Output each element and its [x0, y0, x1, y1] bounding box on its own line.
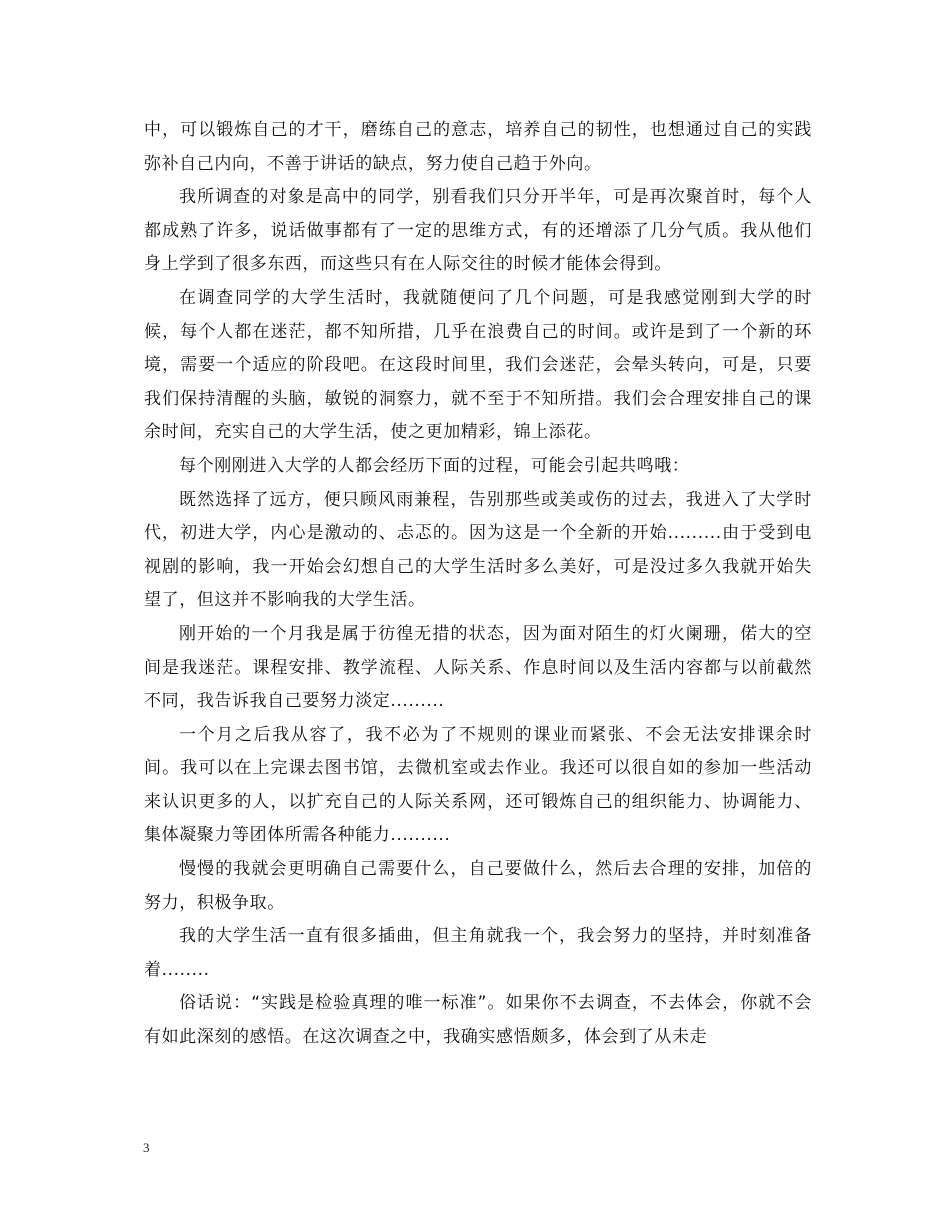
paragraph-10: 俗话说：“实践是检验真理的唯一标准”。如果你不去调查，不去体会，你就不会有如此深刻的感悟。在这次调查之中，我确实感悟颇多，体会到了从未走: [144, 993, 812, 1048]
paragraph-7: 一个月之后我从容了，我不必为了不规则的课业而紧张、不会无法安排课余时间。我可以在上完课去图书馆，去微机室或去作业。我还可以很自如的参加一些活动来认识更多的人，以扩充自己的人际关系网，还可锻炼自己的组织能力、协调能力、集体凝聚力等团体所需各种能力..........: [144, 724, 812, 846]
body-text: [144, 114, 812, 1055]
paragraph-1: 中，可以锻炼自己的才干，磨练自己的意志，培养自己的韧性，也想通过自己的实践弥补自己内向，不善于讲话的缺点，努力使自己趋于外向。: [144, 120, 812, 174]
paragraph-9: 我的大学生活一直有很多插曲，但主角就我一个，我会努力的坚持，并时刻准备着........: [144, 926, 812, 980]
paragraph-4: 每个刚刚进入大学的人都会经历下面的过程，可能会引起共鸣哦：: [179, 455, 690, 476]
paragraph-6: 刚开始的一个月我是属于彷徨无措的状态，因为面对陌生的灯火阑珊，偌大的空间是我迷茫。课程安排、教学流程、人际关系、作息时间以及生活内容都与以前截然不同，我告诉我自己要努力淡定.........: [144, 623, 812, 712]
paragraph-3: 在调查同学的大学生活时，我就随便问了几个问题，可是我感觉刚到大学的时候，每个人都在迷茫，都不知所措，几乎在浪费自己的时间。或许是到了一个新的环境，需要一个适应的阶段吧。在这段时间里，我们会迷茫，会晕头转向，可是，只要我们保持清醒的头脑，敏锐的洞察力，就不至于不知所措。我们会合理安排自己的课余时间，充实自己的大学生活，使之更加精彩，锦上添花。: [144, 287, 812, 443]
paragraph-2: 我所调查的对象是高中的同学，别看我们只分开半年，可是再次聚首时，每个人都成熟了许多，说话做事都有了一定的思维方式，有的还增添了几分气质。我从他们身上学到了很多东西，而这些只有在人际交往的时候才能体会得到。: [144, 187, 812, 275]
page-number: 3: [143, 1140, 150, 1155]
paragraph-5: 既然选择了远方，便只顾风雨兼程，告别那些或美或伤的过去，我进入了大学时代，初进大学，内心是激动的、忐忑的。因为这是一个全新的开始.........由于受到电视剧的影响，我一开始会幻想自己的大学生活时多么美好，可是没过多久我就开始失望了，但这并不影响我的大学生活。: [144, 489, 812, 611]
paragraph-8: 慢慢的我就会更明确自己需要什么，自己要做什么，然后去合理的安排，加倍的努力，积极争取。: [144, 859, 812, 913]
